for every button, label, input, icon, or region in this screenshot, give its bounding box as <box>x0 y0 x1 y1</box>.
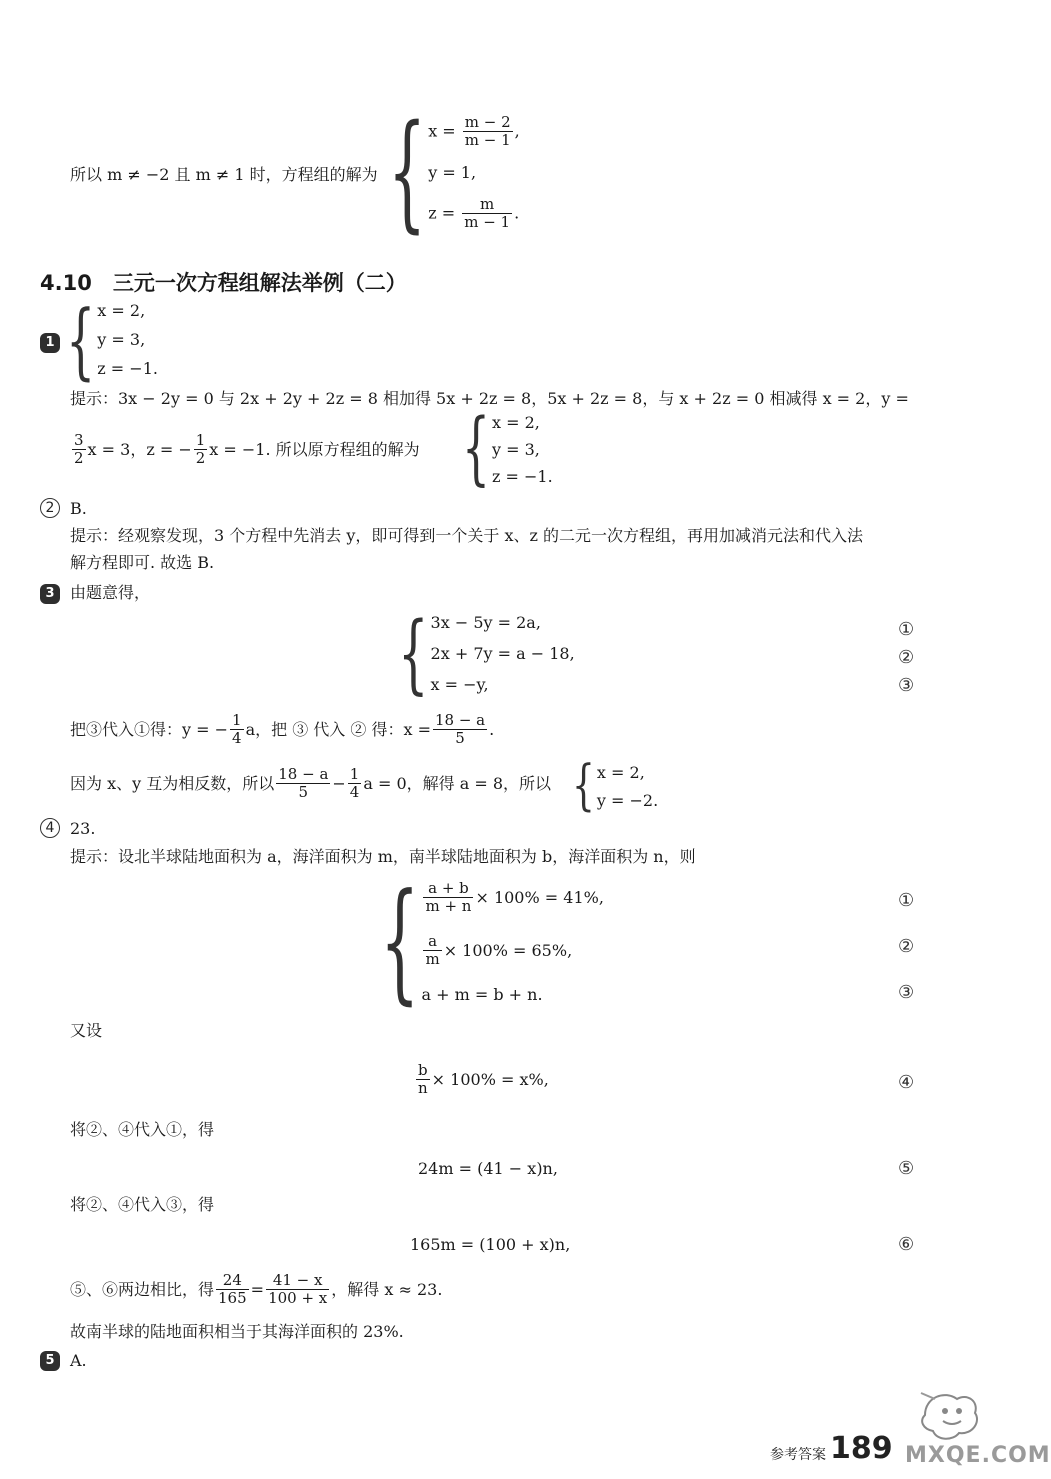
watermark-mascot-icon <box>915 1385 985 1445</box>
q4-num-6: ⑥ <box>898 1234 915 1255</box>
q3-line1: 把③代入①得：y = − $\frac{1}{4}$ a，把 ③ 代入 ② 得：x = $\frac{18 - a}{5}$ . <box>70 711 495 748</box>
q4-eq4: $\frac{b}{n}$ × 100% = x%, <box>418 1061 549 1098</box>
q5-answer: A. <box>70 1351 87 1370</box>
q3-system: { 3x − 5y = 2a, 2x + 7y = a − 18, x = −y, <box>398 603 575 705</box>
q1-hint-line2: $\frac{3}{2}$ x = 3，z = − $\frac{1}{2}$ x = −1. 所以原方程组的解为 <box>74 431 420 468</box>
q2-badge: 2 <box>40 498 60 518</box>
eq-num-2: ② <box>898 647 915 668</box>
q1-solution-2: { x = 2, y = 3, z = −1. <box>462 403 553 495</box>
q3-badge: 3 <box>40 584 60 604</box>
q1-badge: 1 <box>40 333 60 353</box>
top-intro: 所以 m ≠ −2 且 m ≠ 1 时，方程组的解为 <box>70 165 378 184</box>
eq-num-3: ③ <box>898 675 915 696</box>
q3-solution: { x = 2, y = −2. <box>572 755 659 817</box>
q2-hint-a: 提示：经观察发现，3 个方程中先消去 y，即可得到一个关于 x、z 的二元一次方程组，再用加减消元法和代入法 <box>70 526 864 545</box>
q1-solution: { x = 2, y = 3, z = −1. <box>66 291 158 389</box>
q4-also: 又设 <box>70 1021 103 1040</box>
q4-answer: 23. <box>70 819 96 838</box>
q3-intro: 由题意得， <box>70 583 151 602</box>
q4-eq6: 165m = (100 + x)n, <box>410 1235 571 1254</box>
q4-num-2: ② <box>898 936 915 957</box>
q4-badge: 4 <box>40 818 60 838</box>
q3-line2: 因为 x、y 互为相反数，所以 $\frac{18 - a}{5}$ − $\frac{1}{4}$ a = 0，解得 a = 8，所以 <box>70 765 552 802</box>
q4-eq5: 24m = (41 − x)n, <box>418 1159 558 1178</box>
page-number: 189 <box>830 1431 893 1466</box>
q5-badge: 5 <box>40 1351 60 1371</box>
q4-conclusion: 故南半球的陆地面积相当于其海洋面积的 23%. <box>70 1322 404 1341</box>
q4-num-4: ④ <box>898 1072 915 1093</box>
q4-num-5: ⑤ <box>898 1158 915 1179</box>
q4-sub2: 将②、④代入③，得 <box>70 1195 215 1214</box>
section-title: 4.10 三元一次方程组解法举例（二） <box>40 271 407 295</box>
q4-num-1: ① <box>898 890 915 911</box>
q1-hint-line1: 提示：3x − 2y = 0 与 2x + 2y + 2z = 8 相加得 5x + 2z = 8，5x + 2z = 8，与 x + 2z = 0 相减得 x = 2，y = <box>70 389 909 408</box>
q4-hint: 提示：设北半球陆地面积为 a，海洋面积为 m，南半球陆地面积为 b，海洋面积为 n，则 <box>70 847 696 866</box>
watermark: MXQE.COM <box>905 1443 1051 1468</box>
q4-system: { $\frac{a + b}{m + n}$ × 100% = 41%, $\frac{a}{m}$ × 100% = 65%, a + m = b + n. <box>380 864 604 1018</box>
footer-label: 参考答案 <box>770 1447 826 1463</box>
top-solution-system: { x = $\frac{m - 2}{m - 1}$ , y = 1, z = $\frac{m}{m - 1}$ . <box>388 99 520 246</box>
q2-hint-b: 解方程即可. 故选 B. <box>70 553 215 572</box>
q4-ratio: ⑤、⑥两边相比，得 $\frac{24}{165}$ = $\frac{41 - x}{100 + x}$ ，解得 x ≈ 23. <box>70 1271 443 1308</box>
eq-num-1: ① <box>898 619 915 640</box>
q4-num-3: ③ <box>898 982 915 1003</box>
q4-sub1: 将②、④代入①，得 <box>70 1120 215 1139</box>
q2-answer: B. <box>70 499 87 518</box>
